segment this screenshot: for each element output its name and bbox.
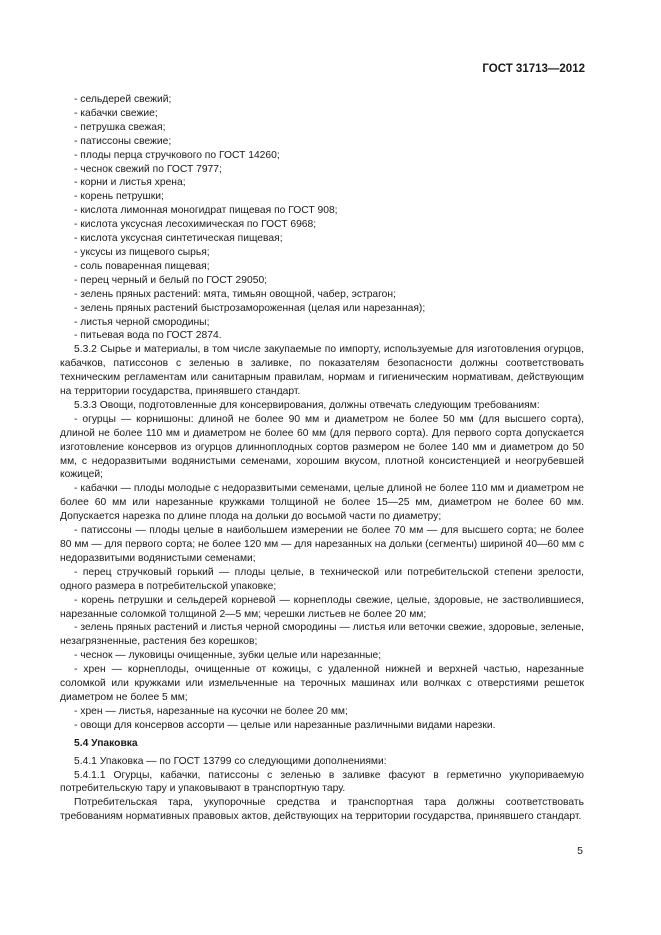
ingredients-list bbox=[60, 93, 584, 343]
page-number: 5 bbox=[577, 845, 583, 857]
paragraph-5-4-1-1: 5.4.1.1 Огурцы, кабачки, патиссоны с зеленью в заливке фасуют в герметично укупориваемую потребительскую тару и упаковывают в транспортную тару. bbox=[60, 769, 584, 795]
requirement-horseradish-leaves: - хрен — листья, нарезанные на кусочки не более 20 мм; bbox=[74, 705, 348, 717]
list-item: - патиссоны свежие; bbox=[74, 135, 172, 147]
paragraph-5-3-2: 5.3.2 Сырье и материалы, в том числе закупаемые по импорту, используемые для изготовления огурцов, кабачков, патиссонов с зеленью в заливке, по показателям безопасности должны соответствовать техническим регламентам или санитарным правилам, нормам и гигиеническим нормативам, действующим на территории государства, принявшего стандарт. bbox=[60, 344, 584, 398]
requirement-pattypan: - патиссоны — плоды целые в наибольшем измерении не более 70 мм — для высшего сорта; не более 80 мм — для первого сорта; не более 120 мм — для нарезанных на дольки (сегменты) шириной 40—60 мм с недоразвитыми водянистыми семенами; bbox=[60, 525, 584, 564]
paragraph-5-3-3: 5.3.3 Овощи, подготовленные для консервирования, должны отвечать следующим требованиям: bbox=[74, 399, 540, 411]
paragraph-5-4-1: 5.4.1 Упаковка — по ГОСТ 13799 со следующими дополнениями: bbox=[74, 755, 387, 767]
list-item: - кислота уксусная синтетическая пищевая; bbox=[74, 233, 283, 245]
requirement-horseradish-root: - хрен — корнеплоды, очищенные от кожицы, с удаленной нижней и верхней частью, нарезанные соломкой или кружками или измельченные на терочных машинах или волчках с отверстиями решеток диаметром не более 5 мм; bbox=[60, 664, 584, 703]
requirement-hot-pepper: - перец стручковый горький — плоды целые, в технической или потребительской степени зрелости, одного размера в потребительской упаковке; bbox=[60, 566, 584, 592]
section-title-packaging: 5.4 Упаковка bbox=[74, 737, 138, 749]
requirement-zucchini: - кабачки — плоды молодые с недоразвитыми семенами, целые длиной не более 110 мм и диаметром не более 60 мм или нарезанные кружками толщиной не более 15—25 мм, диаметром не более 60 мм. Допускается нарезка по длине плода на дольки до восьмой части по диаметру; bbox=[60, 483, 584, 523]
list-item: - петрушка свежая; bbox=[74, 121, 166, 133]
requirement-garlic: - чеснок — луковицы очищенные, зубки целые или нарезанные; bbox=[74, 650, 382, 662]
list-item: - кабачки свежие; bbox=[74, 107, 158, 119]
list-item: - сельдерей свежий; bbox=[74, 94, 172, 105]
list-item: - питьевая вода по ГОСТ 2874. bbox=[74, 330, 222, 342]
list-item: - листья черной смородины; bbox=[74, 316, 210, 328]
list-item: - корни и листья хрена; bbox=[74, 177, 186, 189]
list-item: - корень петрушки; bbox=[74, 191, 164, 203]
requirement-herbs-leaves: - зелень пряных растений и листья черной смородины — листья или веточки свежие, здоровые, зеленые, незагрязненные, растения без корешков; bbox=[60, 622, 584, 648]
paragraph-packaging-requirements: Потребительская тара, укупорочные средства и транспортная тара должны соответствовать требованиям нормативных правовых актов, действующих на территории государства, принявшего стандарт. bbox=[60, 797, 584, 823]
list-item: - перец черный и белый по ГОСТ 29050; bbox=[74, 274, 268, 286]
list-item: - кислота уксусная лесохимическая по ГОСТ 6968; bbox=[74, 219, 317, 231]
requirement-assorted: - овощи для консервов ассорти — целые или нарезанные различными видами нарезки. bbox=[74, 719, 496, 731]
list-item: - чеснок свежий по ГОСТ 7977; bbox=[74, 163, 222, 175]
list-item: - соль поваренная пищевая; bbox=[74, 260, 210, 272]
document-body bbox=[60, 93, 584, 824]
list-item: - плоды перца стручкового по ГОСТ 14260; bbox=[74, 149, 280, 161]
list-item: - уксусы из пищевого сырья; bbox=[74, 246, 210, 258]
standard-header: ГОСТ 31713—2012 bbox=[482, 63, 585, 75]
list-item: - зелень пряных растений: мята, тимьян овощной, чабер, эстрагон; bbox=[74, 288, 396, 300]
list-item: - кислота лимонная моногидрат пищевая по ГОСТ 908; bbox=[74, 205, 338, 217]
requirement-cucumbers: - огурцы — корнишоны: длиной не более 90 мм и диаметром не более 50 мм (для высшего сорта), длиной не более 110 мм и диаметром не более 60 мм (для первого сорта). Для первого сорта допускается изготовление консервов из огурцов длинноплодных сортов размером не более 140 мм и диаметром до 50 мм, с недоразвитыми водянистыми семенами, хорошим вкусом, плотной консистенцией и неогрубевшей кожицей; bbox=[60, 413, 584, 481]
requirement-parsley-celery-root: - корень петрушки и сельдерей корневой — корнеплоды свежие, целые, здоровые, не застволившиеся, нарезанные соломкой толщиной 2—5 мм; черешки листьев не более 20 мм; bbox=[60, 594, 584, 620]
list-item: - зелень пряных растений быстрозамороженная (целая или нарезанная); bbox=[74, 302, 426, 314]
